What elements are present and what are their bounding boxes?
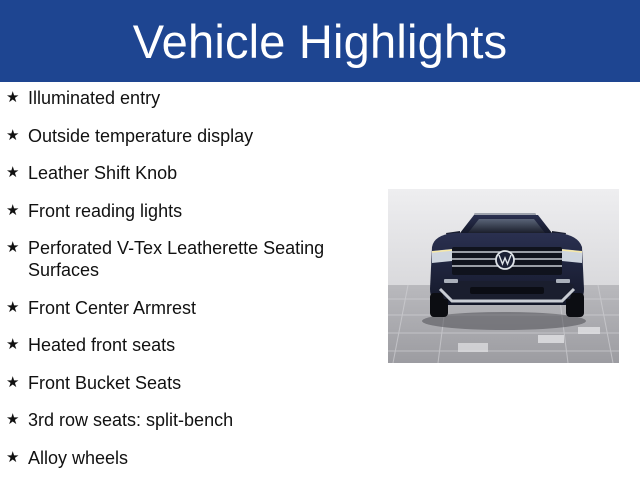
star-icon: ★ [6,126,20,144]
star-icon: ★ [6,239,20,256]
feature-item [6,200,366,222]
feature-item [6,125,366,147]
feature-item [6,297,366,319]
feature-text: Outside temperature display [28,125,254,146]
feature-text: Alloy wheels [28,447,129,468]
feature-item [6,237,366,281]
feature-item [6,409,366,431]
star-icon: ★ [6,448,20,466]
feature-text: 3rd row seats: split-bench [28,410,234,430]
page-title: Vehicle Highlights [132,14,508,68]
feature-item [6,447,366,469]
star-icon: ★ [6,336,20,353]
vehicle-photo [388,189,619,363]
star-icon: ★ [6,373,20,391]
feature-item [6,162,366,184]
feature-text: Perforated V-Tex Leatherette Seating Surfaces [28,238,325,280]
feature-text: Heated front seats [28,335,176,355]
star-icon: ★ [6,411,20,428]
feature-item [6,334,366,356]
feature-list [6,87,366,480]
star-icon: ★ [6,89,20,106]
feature-text: Front Center Armrest [28,297,197,318]
feature-text: Leather Shift Knob [28,163,178,183]
star-icon: ★ [6,201,20,219]
star-icon: ★ [6,298,20,316]
feature-item [6,87,366,109]
vehicle-illustration [388,189,619,363]
feature-text: Illuminated entry [28,88,161,108]
star-icon: ★ [6,164,20,181]
header-banner [0,0,640,82]
feature-text: Front reading lights [28,200,183,221]
feature-text: Front Bucket Seats [28,372,182,393]
feature-item [6,372,366,394]
